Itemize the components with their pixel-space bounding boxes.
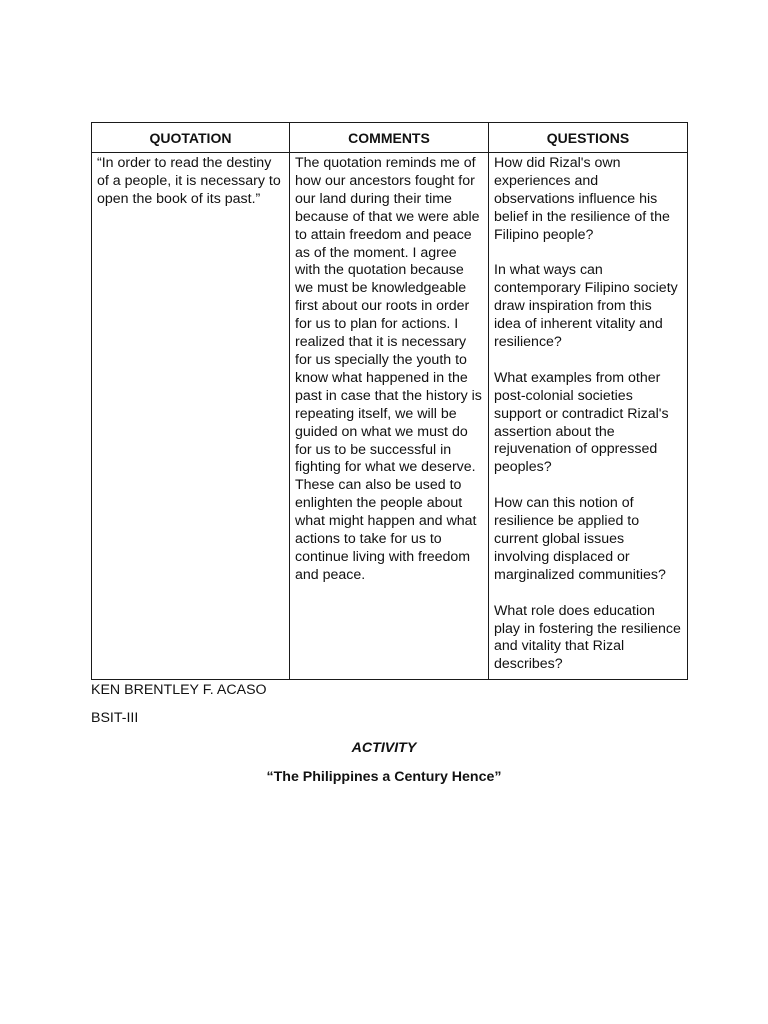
question-item: How can this notion of resilience be applied to current global issues involving displaced or marginalized communities? bbox=[494, 495, 666, 583]
quotation-cell: “In order to read the destiny of a people, it is necessary to open the book of its past.” bbox=[92, 153, 290, 680]
header-comments: COMMENTS bbox=[290, 123, 489, 153]
author-name: KEN BRENTLEY F. ACASO bbox=[91, 682, 267, 698]
question-item: How did Rizal's own experiences and observations influence his belief in the resilience of the Filipino people? bbox=[494, 155, 670, 243]
table-header-row bbox=[92, 123, 688, 153]
quotation-table bbox=[91, 122, 688, 680]
header-quotation: QUOTATION bbox=[92, 123, 290, 153]
question-item: What examples from other post-colonial societies support or contradict Rizal's assertion about the rejuvenation of oppressed peoples? bbox=[494, 369, 669, 476]
question-item: What role does education play in fostering the resilience and vitality that Rizal describes? bbox=[494, 602, 681, 673]
header-questions: QUESTIONS bbox=[489, 123, 688, 153]
comment-cell: The quotation reminds me of how our ancestors fought for our land during their time because of that we were able to attain freedom and peace as of the moment. I agree with the quotation because we must be knowledgeable first about our roots in order for us to plan for actions. I realized that it is necessary for us specially the youth to know what happened in the past in case that the history is repeating itself, we will be guided on what we must do for us to be successful in fighting for what we deserve. These can also be used to enlighten the people about what might happen and what actions to take for us to continue living with freedom and peace. bbox=[290, 153, 489, 680]
activity-title: “The Philippines a Century Hence” bbox=[266, 769, 502, 785]
table-row bbox=[92, 153, 688, 680]
questions-cell bbox=[489, 153, 688, 680]
course-label: BSIT-III bbox=[91, 710, 139, 726]
question-item: In what ways can contemporary Filipino society draw inspiration from this idea of inherent vitality and resilience? bbox=[494, 262, 678, 351]
activity-heading: ACTIVITY bbox=[351, 740, 417, 756]
